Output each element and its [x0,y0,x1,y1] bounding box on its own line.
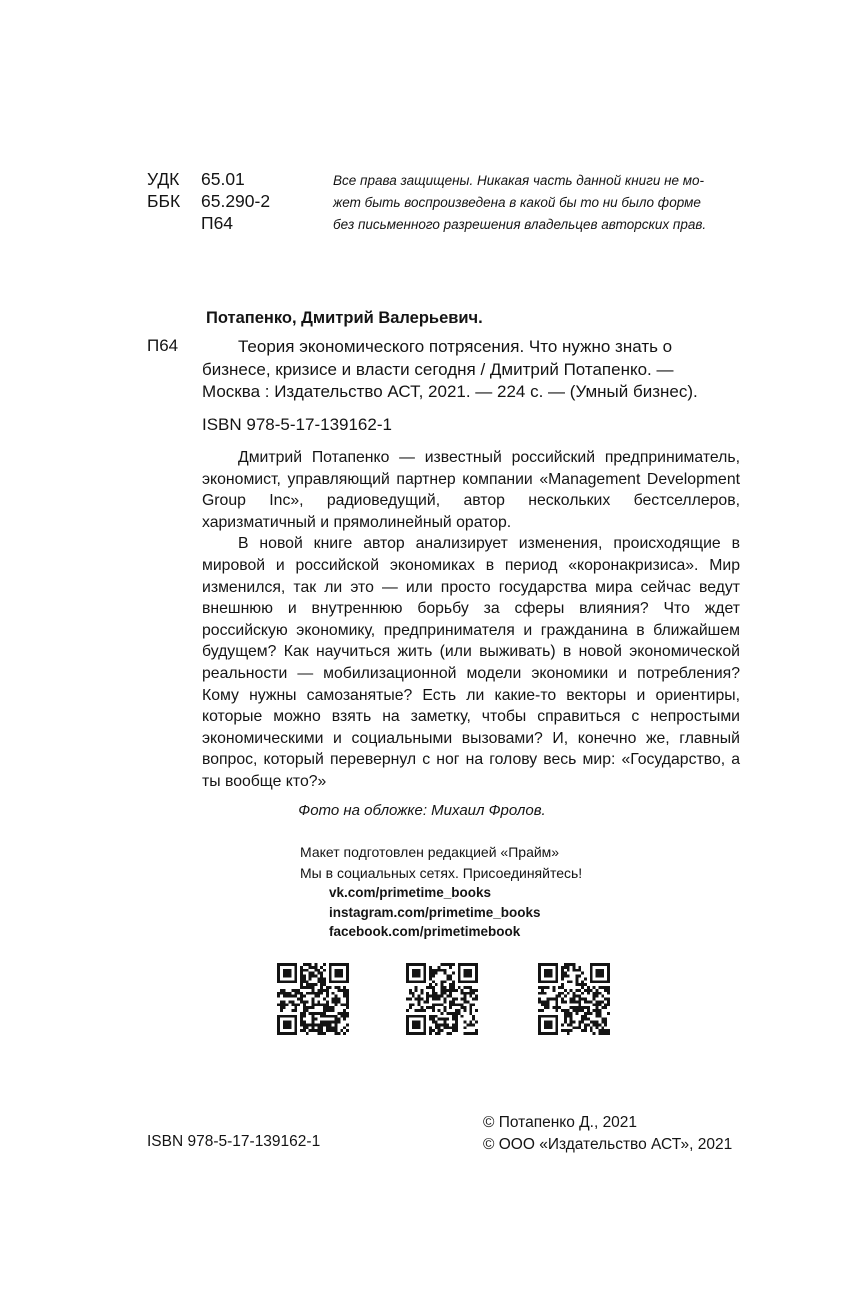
author-mark-label [147,212,201,234]
copyright-line: © ООО «Издательство АСТ», 2021 [483,1136,733,1153]
qr-code-facebook-icon [536,963,612,1035]
rights-line: Все права защищены. Никакая часть данной книги не мо- [333,173,705,188]
photo-credit: Фото на обложке: Михаил Фролов. [298,802,546,819]
biblio-line: бизнесе, кризисе и власти сегодня / Дмитрий Потапенко. — [202,359,674,379]
udk-row [147,168,270,190]
biblio-line: Москва : Издательство АСТ, 2021. — 224 с. — (Умный бизнес). [202,382,698,401]
link-facebook[interactable]: facebook.com/primetimebook [329,924,521,939]
qr-code-vk-icon [275,963,351,1035]
udk-label: УДК [147,169,180,189]
bbk-row [147,190,270,212]
bbk-label: ББК [147,191,181,211]
copyright-block [483,1112,732,1156]
udk-value: 65.01 [201,169,245,189]
qr-code-instagram-icon [404,963,480,1035]
annotation-paragraph: Дмитрий Потапенко — известный российский предприниматель, экономист, управляющий партнер компании «Management Development Group Inc», радиоведущий, автор нескольких бестселлеров, харизматичный и прямолинейный оратор. [202,449,740,531]
bibliographic-description [202,336,740,404]
isbn-top: ISBN 978-5-17-139162-1 [202,415,392,434]
rights-notice [333,170,738,236]
link-instagram[interactable]: instagram.com/primetime_books [329,904,541,920]
annotation [202,447,740,793]
classification-codes [147,168,270,234]
bibliographic-code: П64 [147,336,179,355]
annotation-paragraph: В новой книге автор анализирует изменения, происходящие в мировой и российской экономиках в период «коронакризиса». Мир изменился, так ли это — или просто государства мира сейчас ведут внешнюю и внутреннюю борьбу за сферы влияния? Что ждет российскую экономику, предпринимателя и гражданина в ближайшем будущем? Как научиться жить (или выживать) в новой экономической реальности — мобилизационной модели экономики и потребления? Кому нужны самозанятые? Есть ли какие-то векторы и ориентиры, которые можно взять на заметку, чтобы справиться с непростыми экономическими и социальными вызовами? И, конечно же, главный вопрос, который перевернул с ног на голову весь мир: «Государство, а ты вообще кто?» [202,535,740,790]
biblio-line: Теория экономического потрясения. Что нужно знать о [238,337,673,356]
bbk-value: 65.290-2 [201,191,271,211]
author-mark-value: П64 [201,213,234,233]
isbn-bottom: ISBN 978-5-17-139162-1 [147,1133,321,1150]
author-mark-row [147,212,270,234]
rights-line: без письменного разрешения владельцев авторских прав. [333,217,707,232]
rights-line: жет быть воспроизведена в какой бы то ни было форме [333,195,701,210]
imprint [300,842,582,884]
social-links [329,883,541,942]
imprint-line: Мы в социальных сетях. Присоединяйтесь! [300,865,583,881]
author-heading: Потапенко, Дмитрий Валерьевич. [206,309,483,327]
copyright-line: © Потапенко Д., 2021 [483,1114,638,1131]
link-vk[interactable]: vk.com/primetime_books [329,885,492,900]
imprint-line: Макет подготовлен редакцией «Прайм» [300,844,560,860]
